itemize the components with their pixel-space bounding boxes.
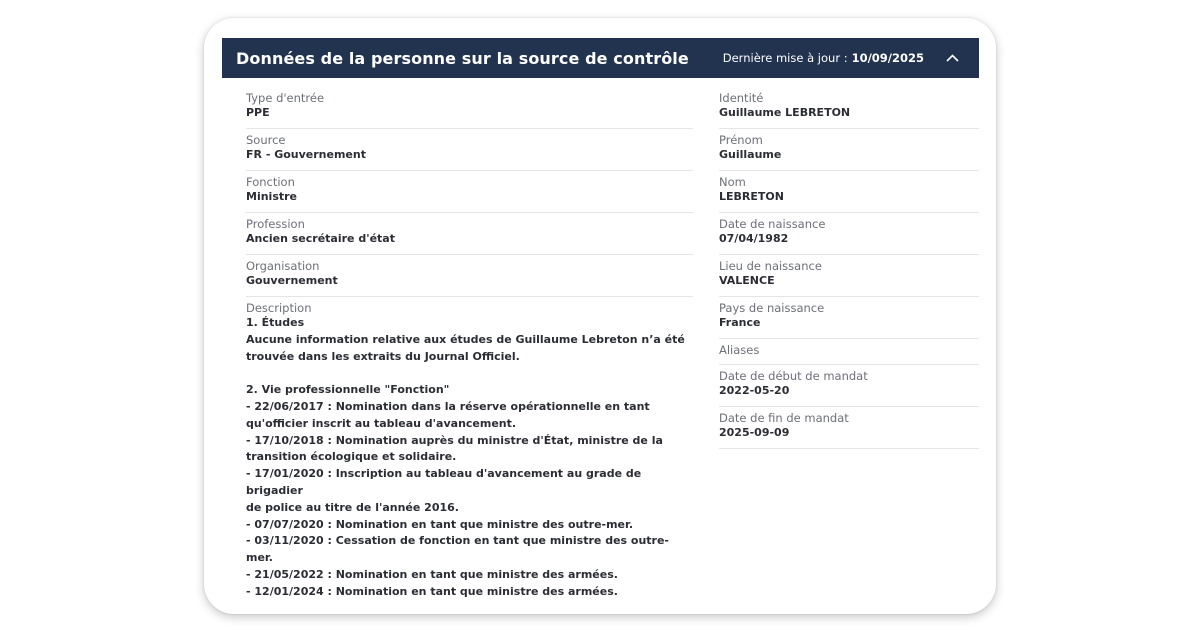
field-label: Fonction — [246, 175, 295, 189]
field-value: Gouvernement — [246, 274, 338, 287]
description-line: - 17/01/2020 : Inscription au tableau d'avancement au grade de brigadier — [246, 467, 642, 497]
field-label: Nom — [719, 175, 746, 189]
field-lieu-naissance — [719, 255, 979, 297]
field-value: France — [719, 316, 761, 329]
description-line: - 21/05/2022 : Nomination en tant que ministre des armées. — [246, 567, 618, 581]
description-line: de police au titre de l'année 2016. — [246, 500, 459, 514]
description-line: trouvée dans les extraits du Journal Officiel. — [246, 349, 520, 363]
field-identite — [719, 87, 979, 129]
field-prenom — [719, 129, 979, 171]
field-debut-mandat — [719, 365, 979, 407]
section-title: Données de la personne sur la source de contrôle — [236, 48, 689, 68]
field-pays-naissance — [719, 297, 979, 339]
description-line: transition écologique et solidaire. — [246, 450, 457, 464]
field-value: Ministre — [246, 190, 298, 203]
field-label: Date de fin de mandat — [719, 411, 849, 425]
description-line: - 12/01/2024 : Nomination en tant que ministre des armées. — [246, 584, 618, 598]
field-label: Profession — [246, 217, 305, 231]
field-value: LEBRETON — [719, 190, 784, 203]
field-label: Prénom — [719, 133, 763, 147]
field-profession — [246, 213, 693, 255]
last-update — [723, 51, 965, 65]
field-nom — [719, 171, 979, 213]
field-value: Guillaume — [719, 148, 782, 161]
field-value: 2022-05-20 — [719, 384, 790, 397]
field-label: Date de début de mandat — [719, 369, 868, 383]
field-value: FR - Gouvernement — [246, 148, 366, 161]
description-line: qu'officier inscrit au tableau d'avancement. — [246, 416, 517, 430]
description-line — [246, 365, 693, 382]
field-label: Description — [246, 301, 312, 315]
field-type-entree — [246, 87, 693, 129]
field-fin-mandat — [719, 407, 979, 449]
description-line: 2. Vie professionnelle "Fonction" — [246, 383, 450, 397]
last-update-label: Dernière mise à jour : — [722, 51, 848, 65]
field-value: PPE — [246, 106, 270, 119]
field-value: Ancien secrétaire d'état — [246, 232, 395, 245]
field-value: 07/04/1982 — [719, 232, 789, 245]
field-label: Source — [246, 133, 286, 147]
description-line: - 17/10/2018 : Nomination auprès du ministre d'État, ministre de la — [246, 433, 663, 447]
description-line: - 22/06/2017 : Nomination dans la réserve opérationnelle en tant — [246, 399, 650, 413]
field-description — [246, 297, 693, 601]
field-label: Date de naissance — [719, 217, 826, 231]
description-line: 1. Études — [246, 316, 305, 329]
description-line: - 03/11/2020 : Cessation de fonction en tant que ministre des outre-mer. — [246, 534, 670, 565]
field-label: Identité — [719, 91, 764, 105]
left-column — [246, 87, 693, 601]
field-value: VALENCE — [719, 274, 775, 287]
last-update-date: 10/09/2025 — [851, 51, 924, 65]
field-label: Pays de naissance — [719, 301, 825, 315]
field-label: Type d'entrée — [246, 91, 325, 105]
field-label: Aliases — [719, 343, 760, 357]
field-label: Organisation — [246, 259, 320, 273]
field-aliases — [719, 339, 979, 365]
chevron-up-icon[interactable] — [946, 54, 959, 62]
description-text — [246, 315, 693, 601]
description-line: Aucune information relative aux études de Guillaume Lebreton n’a été — [246, 332, 685, 346]
right-column — [719, 87, 979, 449]
field-organisation — [246, 255, 693, 297]
field-date-naissance — [719, 213, 979, 255]
field-value: 2025-09-09 — [719, 426, 790, 439]
field-source — [246, 129, 693, 171]
field-value: Guillaume LEBRETON — [719, 106, 851, 119]
field-label: Lieu de naissance — [719, 259, 822, 273]
description-line: - 07/07/2020 : Nomination en tant que ministre des outre-mer. — [246, 517, 634, 531]
section-header — [222, 38, 979, 78]
field-fonction — [246, 171, 693, 213]
